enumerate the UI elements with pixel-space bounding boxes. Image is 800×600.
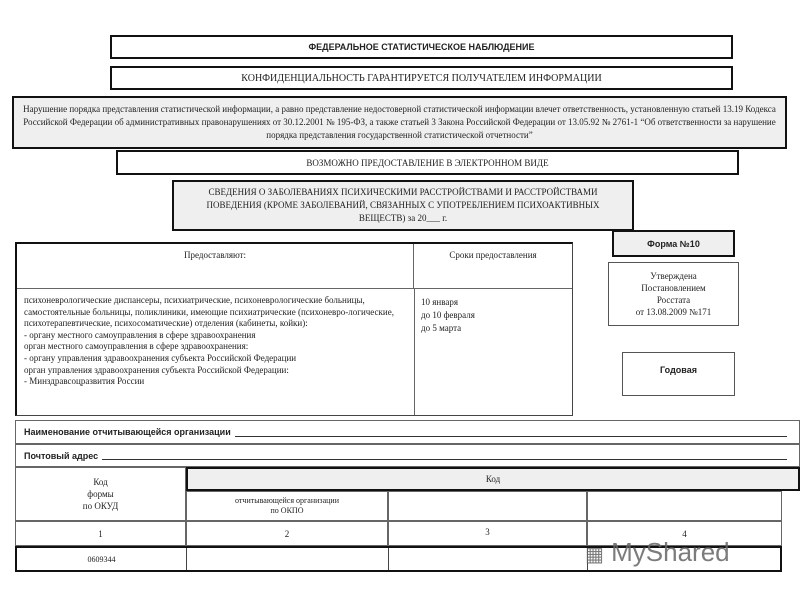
approval-line: Росстата <box>656 295 691 305</box>
submitters-text: - Минздравсоцразвития России <box>24 376 145 387</box>
okpo-header: отчитывающейся организации по ОКПО <box>186 491 388 521</box>
submitters-header: Предоставляют: <box>17 244 414 289</box>
federal-observation-banner: ФЕДЕРАЛЬНОЕ СТАТИСТИЧЕСКОЕ НАБЛЮДЕНИЕ <box>110 35 733 59</box>
code-col3-value-cell[interactable] <box>389 548 588 570</box>
approval-box <box>608 262 739 326</box>
okud-header: Код формы по ОКУД <box>15 467 186 521</box>
myshared-watermark <box>585 537 730 568</box>
okud-value: 0609344 <box>17 548 187 570</box>
col-number: 4 <box>587 521 782 546</box>
presentation-icon: ▦ <box>585 544 604 566</box>
code-header: Код <box>186 467 800 491</box>
approval-line: Постановлением <box>641 283 706 293</box>
submitters-list <box>24 295 409 388</box>
form-number: Форма №10 <box>612 230 735 257</box>
submitters-text: - органу местного самоуправления в сфере здравоохранения <box>24 329 256 340</box>
approval-line: от 13.08.2009 №171 <box>635 307 712 317</box>
approval-line: Утверждена <box>650 271 697 281</box>
code-col4-header <box>587 491 782 521</box>
watermark-text: MyShared <box>611 537 730 567</box>
deadlines-list <box>421 296 475 335</box>
electronic-submission-banner: ВОЗМОЖНО ПРЕДОСТАВЛЕНИЕ В ЭЛЕКТРОННОМ ВИДЕ <box>116 150 739 175</box>
col-number: 3 <box>388 521 587 546</box>
submitters-text: орган управления здравоохранения субъекта Российской Федерации: <box>24 364 289 375</box>
col-number: 1 <box>15 521 186 546</box>
code-col3-header <box>388 491 587 521</box>
submission-table <box>15 242 573 416</box>
deadlines-header: Сроки предоставления <box>414 244 572 289</box>
org-name-label: Наименование отчитывающейся организации <box>24 427 231 437</box>
deadline: до 10 февраля <box>421 310 475 320</box>
postal-address-field[interactable] <box>15 444 800 467</box>
form-title: СВЕДЕНИЯ О ЗАБОЛЕВАНИЯХ ПСИХИЧЕСКИМИ РАССТРОЙСТВАМИ И РАССТРОЙСТВАМИ ПОВЕДЕНИЯ (КРОМЕ ЗАБОЛЕВАНИЙ, СВЯЗАННЫХ С УПОТРЕБЛЕНИЕМ ПСИХОАКТИВНЫХ ВЕЩЕСТВ) за 20___ г. <box>172 180 634 231</box>
period-box: Годовая <box>622 352 735 396</box>
org-name-field[interactable] <box>15 420 800 444</box>
deadline: 10 января <box>421 297 458 307</box>
postal-address-label: Почтовый адрес <box>24 450 99 461</box>
confidentiality-banner: КОНФИДЕНЦИАЛЬНОСТЬ ГАРАНТИРУЕТСЯ ПОЛУЧАТЕЛЕМ ИНФОРМАЦИИ <box>110 66 733 90</box>
submitters-text: орган местного самоуправления в сфере здравоохранения: <box>24 341 249 352</box>
col-number: 2 <box>186 521 388 546</box>
liability-warning: Нарушение порядка представления статистической информации, а равно представление недостоверной статистической информации влечет ответственность, установленную статьей 13.19 Кодекса Российской Федерации об административных правонарушениях от 30.12.2001 № 195-ФЗ, а также статьей 3 Закона Российской Федерации от 13.05.92 № 2761-1 “Об ответственности за нарушение порядка представления государственной статистической отчетности” <box>12 96 787 149</box>
submitters-text: психоневрологические диспансеры, психиатрические, психоневрологические больницы, самостоятельные больницы, поликлиники, имеющие психиатрические (психоневро-логические, психотерапевтические, психосоматические) отделения (кабинеты, койки): <box>24 295 394 329</box>
okpo-value-cell[interactable] <box>187 548 389 570</box>
submitters-text: - органу управления здравоохранения субъекта Российской Федерации <box>24 352 297 363</box>
deadline: до 5 марта <box>421 323 462 333</box>
